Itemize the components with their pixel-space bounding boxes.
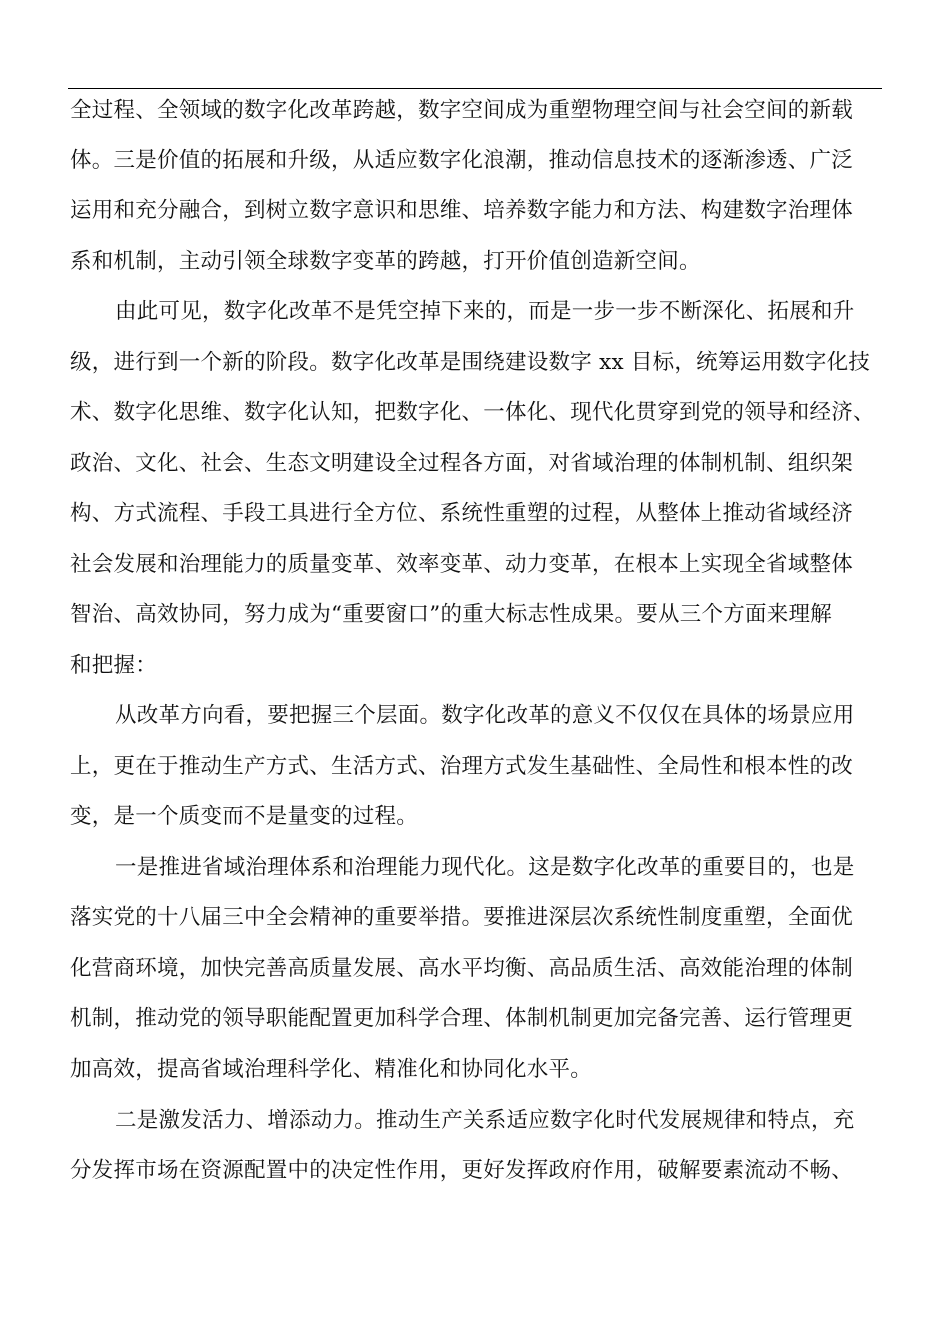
body-text-line: 社会发展和治理能力的质量变革、效率变革、动力变革，在根本上实现全省域整体 bbox=[70, 552, 854, 577]
body-text-line: 机制，推动党的领导职能配置更加科学合理、体制机制更加完备完善、运行管理更 bbox=[70, 1006, 854, 1031]
paragraph-first-line: 一是推进省域治理体系和治理能力现代化。这是数字化改革的重要目的，也是 bbox=[115, 855, 855, 880]
body-text-line: 系和机制，主动引领全球数字变革的跨越，打开价值创造新空间。 bbox=[70, 249, 701, 274]
body-text-line: 化营商环境，加快完善高质量发展、高水平均衡、高品质生活、高效能治理的体制 bbox=[70, 956, 854, 981]
body-text-line: 体。三是价值的拓展和升级，从适应数字化浪潮，推动信息技术的逐渐渗透、广泛 bbox=[70, 148, 854, 173]
body-text-line: 运用和充分融合，到树立数字意识和思维、培养数字能力和方法、构建数字治理体 bbox=[70, 198, 854, 223]
body-text-line: 级，进行到一个新的阶段。数字化改革是围绕建设数字 xx 目标，统筹运用数字化技 bbox=[70, 350, 871, 375]
body-text-line: 分发挥市场在资源配置中的决定性作用，更好发挥政府作用，破解要素流动不畅、 bbox=[70, 1158, 854, 1183]
paragraph-first-line: 从改革方向看，要把握三个层面。数字化改革的意义不仅仅在具体的场景应用 bbox=[115, 703, 855, 728]
body-text-line: 政治、文化、社会、生态文明建设全过程各方面，对省域治理的体制机制、组织架 bbox=[70, 451, 854, 476]
body-text-line: 变，是一个质变而不是量变的过程。 bbox=[70, 804, 419, 829]
header-rule bbox=[68, 88, 882, 89]
body-text-line: 术、数字化思维、数字化认知，把数字化、一体化、现代化贯穿到党的领导和经济、 bbox=[70, 400, 875, 425]
body-text-line: 构、方式流程、手段工具进行全方位、系统性重塑的过程，从整体上推动省域经济 bbox=[70, 501, 854, 526]
paragraph-first-line: 由此可见，数字化改革不是凭空掉下来的，而是一步一步不断深化、拓展和升 bbox=[115, 299, 855, 324]
body-text-line: 和把握： bbox=[70, 653, 158, 678]
body-text-line: 上，更在于推动生产方式、生活方式、治理方式发生基础性、全局性和根本性的改 bbox=[70, 754, 854, 779]
body-text-line: 加高效，提高省域治理科学化、精准化和协同化水平。 bbox=[70, 1057, 593, 1082]
body-text-line: 落实党的十八届三中全会精神的重要举措。要推进深层次系统性制度重塑，全面优 bbox=[70, 905, 854, 930]
paragraph-first-line: 二是激发活力、增添动力。推动生产关系适应数字化时代发展规律和特点，充 bbox=[115, 1108, 855, 1133]
body-text-line: 智治、高效协同，努力成为“重要窗口”的重大标志性成果。要从三个方面来理解 bbox=[70, 602, 832, 627]
body-text-line: 全过程、全领域的数字化改革跨越，数字空间成为重塑物理空间与社会空间的新载 bbox=[70, 98, 854, 123]
